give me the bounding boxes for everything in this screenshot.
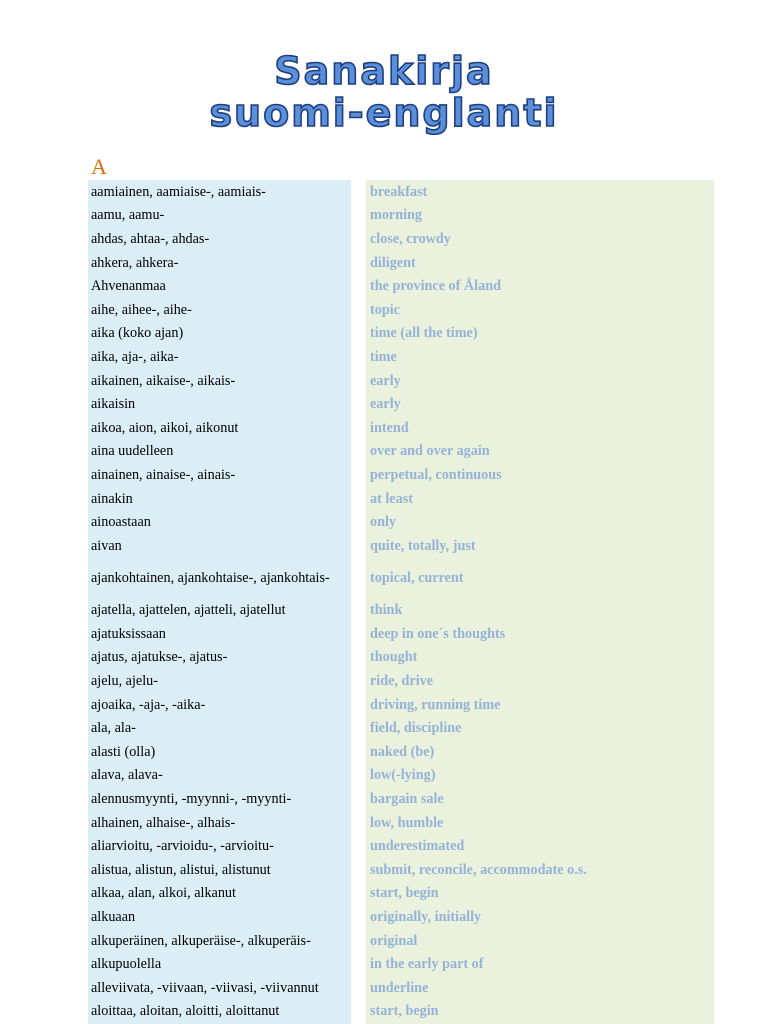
english-translation: thought: [370, 649, 418, 666]
english-translation: early: [370, 372, 401, 389]
english-entry-row: [366, 693, 714, 717]
english-entry-row: [366, 716, 714, 740]
english-entry-row: [366, 622, 714, 646]
english-entry-row: [366, 669, 714, 693]
english-translation: time: [370, 348, 397, 365]
english-translation: naked (be): [370, 743, 435, 760]
english-translation: topical, current: [370, 570, 464, 586]
finnish-headword: ajatus, ajatukse-, ajatus-: [91, 649, 228, 666]
finnish-headword: aloittaa, aloitan, aloitti, aloittanut: [91, 1003, 280, 1020]
english-translation: perpetual, continuous: [370, 466, 502, 483]
english-entry-row: [366, 811, 714, 835]
finnish-headword: ajankohtainen, ajankohtaise-, ajankohtais-: [91, 570, 330, 586]
english-entry-row: [366, 882, 714, 906]
english-translation: early: [370, 396, 401, 413]
english-entry-row: [366, 929, 714, 953]
finnish-headword: ajatuksissaan: [91, 625, 166, 642]
english-entry-row: [366, 976, 714, 1000]
english-translation: think: [370, 602, 403, 619]
finnish-headword: ainoastaan: [91, 514, 151, 531]
english-entry-row: [366, 764, 714, 788]
finnish-entry-row: [88, 180, 351, 204]
english-entry-row: [366, 1000, 714, 1024]
english-entry-row: [366, 905, 714, 929]
finnish-headword: ahdas, ahtaa-, ahdas-: [91, 230, 210, 247]
finnish-entry-row: [88, 487, 351, 511]
finnish-headword: alkuperäinen, alkuperäise-, alkuperäis-: [91, 932, 311, 949]
finnish-entry-row: [88, 716, 351, 740]
english-entry-row: [366, 599, 714, 623]
finnish-entry-row: [88, 1000, 351, 1024]
finnish-entry-row: [88, 463, 351, 487]
finnish-headword: alava, alava-: [91, 767, 163, 784]
english-translation: morning: [370, 207, 423, 224]
english-translation: the province of Åland: [370, 278, 501, 295]
finnish-entry-row: [88, 251, 351, 275]
finnish-headword: alhainen, alhaise-, alhais-: [91, 814, 236, 831]
finnish-headword: aliarvioitu, -arvioidu-, -arvioitu-: [91, 838, 274, 855]
english-entry-row: [366, 510, 714, 534]
finnish-entry-row: [88, 298, 351, 322]
finnish-entry-row: [88, 392, 351, 416]
english-translation: underline: [370, 979, 429, 996]
finnish-entry-row: [88, 510, 351, 534]
finnish-entry-row: [88, 834, 351, 858]
english-entry-row: [366, 834, 714, 858]
finnish-headword: alkuaan: [91, 909, 136, 926]
finnish-entry-row: [88, 976, 351, 1000]
english-entry-row: [366, 345, 714, 369]
english-translation: time (all the time): [370, 325, 478, 342]
english-translation: originally, initially: [370, 909, 482, 926]
english-entry-row: [366, 416, 714, 440]
english-translation: quite, totally, just: [370, 537, 476, 554]
english-entry-row: [366, 440, 714, 464]
english-entry-row: [366, 646, 714, 670]
english-translation: driving, running time: [370, 696, 501, 713]
finnish-headword: ajatella, ajattelen, ajatteli, ajatellut: [91, 602, 286, 619]
finnish-entry-row: [88, 322, 351, 346]
english-entry-row: [366, 740, 714, 764]
english-entry-row: [366, 274, 714, 298]
english-translation: only: [370, 514, 397, 531]
english-entry-row: [366, 558, 714, 599]
finnish-headword: aika, aja-, aika-: [91, 348, 179, 365]
finnish-column: [88, 180, 351, 1024]
english-translation: bargain sale: [370, 791, 444, 808]
english-translation: underestimated: [370, 838, 465, 855]
english-translation: ride, drive: [370, 673, 434, 690]
finnish-entry-row: [88, 274, 351, 298]
english-translation: over and over again: [370, 443, 490, 460]
english-entry-row: [366, 369, 714, 393]
english-entry-row: [366, 487, 714, 511]
english-entry-row: [366, 204, 714, 228]
title-line-2: suomi-englanti: [209, 91, 559, 135]
english-entry-row: [366, 392, 714, 416]
finnish-headword: Ahvenanmaa: [91, 278, 166, 295]
finnish-entry-row: [88, 227, 351, 251]
english-entry-row: [366, 227, 714, 251]
finnish-entry-row: [88, 952, 351, 976]
finnish-headword: ainainen, ainaise-, ainais-: [91, 466, 236, 483]
finnish-headword: aikoa, aion, aikoi, aikonut: [91, 419, 239, 436]
english-entry-row: [366, 251, 714, 275]
english-entry-row: [366, 298, 714, 322]
finnish-headword: aikainen, aikaise-, aikais-: [91, 372, 236, 389]
finnish-entry-row: [88, 669, 351, 693]
finnish-entry-row: [88, 345, 351, 369]
english-entry-row: [366, 180, 714, 204]
finnish-headword: alistua, alistun, alistui, alistunut: [91, 861, 271, 878]
finnish-entry-row: [88, 858, 351, 882]
finnish-headword: alasti (olla): [91, 743, 156, 760]
english-translation: intend: [370, 419, 409, 436]
english-translation: submit, reconcile, accommodate o.s.: [370, 861, 587, 878]
english-translation: topic: [370, 301, 400, 318]
section-letter: A: [91, 154, 107, 179]
english-translation: deep in one´s thoughts: [370, 625, 506, 642]
finnish-headword: aika (koko ajan): [91, 325, 184, 342]
finnish-entry-row: [88, 204, 351, 228]
english-translation: low, humble: [370, 814, 444, 831]
finnish-entry-row: [88, 440, 351, 464]
finnish-entry-row: [88, 416, 351, 440]
finnish-entry-row: [88, 622, 351, 646]
finnish-entry-row: [88, 811, 351, 835]
english-translation: low(-lying): [370, 767, 436, 784]
english-translation: in the early part of: [370, 956, 484, 973]
finnish-headword: alkupuolella: [91, 956, 162, 973]
english-translation: close, crowdy: [370, 230, 451, 247]
english-translation: field, discipline: [370, 720, 462, 737]
finnish-entry-row: [88, 740, 351, 764]
finnish-headword: ala, ala-: [91, 720, 136, 737]
finnish-entry-row: [88, 534, 351, 558]
english-entry-row: [366, 952, 714, 976]
finnish-entry-row: [88, 905, 351, 929]
finnish-headword: aina uudelleen: [91, 443, 174, 460]
english-entry-row: [366, 787, 714, 811]
finnish-entry-row: [88, 646, 351, 670]
english-translation: original: [370, 932, 418, 949]
english-column: [366, 180, 714, 1024]
finnish-headword: alennusmyynti, -myynni-, -myynti-: [91, 791, 292, 808]
english-translation: at least: [370, 490, 413, 507]
finnish-entry-row: [88, 787, 351, 811]
page-title: [0, 50, 768, 134]
finnish-headword: aamiainen, aamiaise-, aamiais-: [91, 183, 266, 200]
finnish-headword: ahkera, ahkera-: [91, 254, 179, 271]
english-entry-row: [366, 463, 714, 487]
finnish-entry-row: [88, 558, 351, 599]
finnish-headword: ajelu, ajelu-: [91, 673, 158, 690]
finnish-entry-row: [88, 693, 351, 717]
finnish-headword: aivan: [91, 537, 122, 554]
english-translation: start, begin: [370, 1003, 439, 1020]
finnish-headword: ajoaika, -aja-, -aika-: [91, 696, 206, 713]
english-translation: breakfast: [370, 183, 428, 200]
finnish-headword: aihe, aihee-, aihe-: [91, 301, 192, 318]
finnish-headword: ainakin: [91, 490, 133, 507]
finnish-entry-row: [88, 882, 351, 906]
english-entry-row: [366, 858, 714, 882]
english-translation: start, begin: [370, 885, 439, 902]
english-translation: diligent: [370, 254, 416, 271]
finnish-entry-row: [88, 929, 351, 953]
finnish-headword: aikaisin: [91, 396, 136, 413]
finnish-headword: aamu, aamu-: [91, 207, 165, 224]
finnish-entry-row: [88, 764, 351, 788]
english-entry-row: [366, 534, 714, 558]
finnish-entry-row: [88, 599, 351, 623]
finnish-entry-row: [88, 369, 351, 393]
finnish-headword: alkaa, alan, alkoi, alkanut: [91, 885, 236, 902]
finnish-headword: alleviivata, -viivaan, -viivasi, -viivannut: [91, 979, 319, 996]
english-entry-row: [366, 322, 714, 346]
title-line-1: Sanakirja: [274, 49, 494, 93]
